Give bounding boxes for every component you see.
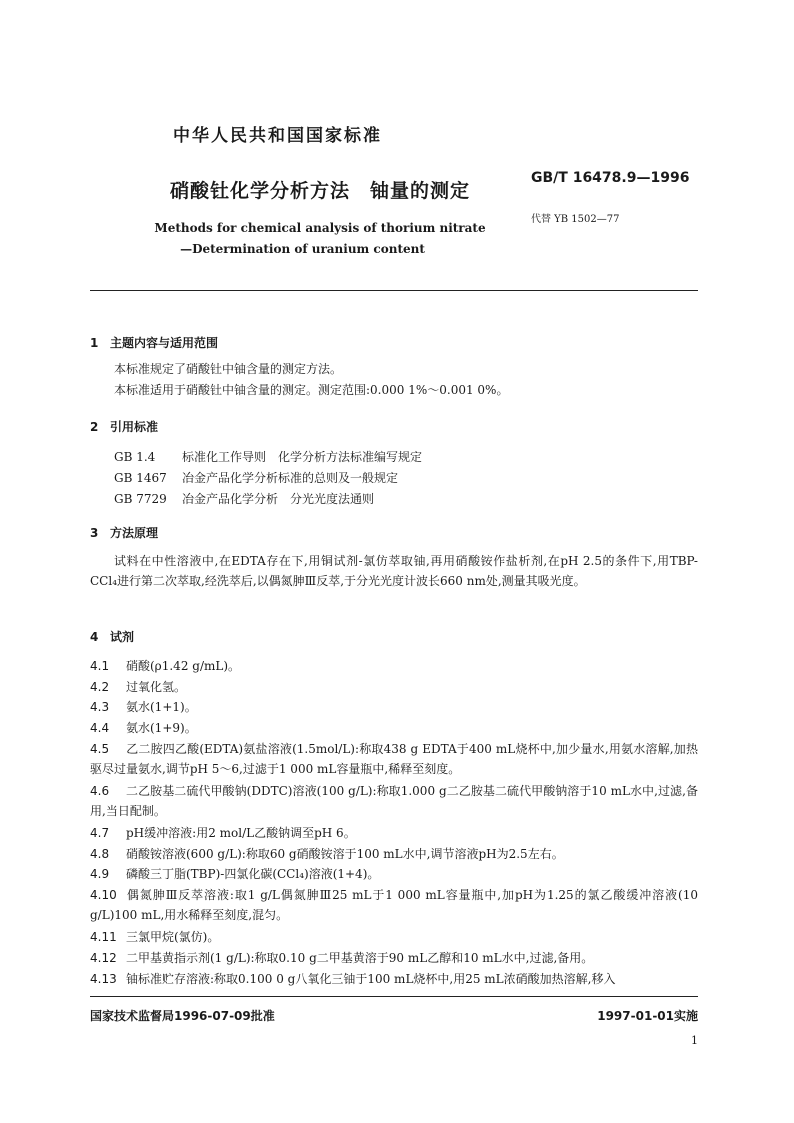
reference-code: GB 7729 [114, 492, 167, 506]
reference-title: 冶金产品化学分析标准的总则及一般规定 [182, 471, 399, 485]
reagent-text: 硝酸铵溶液(600 g/L):称取60 g硝酸铵溶于100 mL水中,调节溶液pH为2.5左右。 [126, 847, 564, 861]
section-1-heading [90, 334, 218, 351]
reagent-number: 4.1 [90, 659, 110, 673]
section-1-paragraph-1: 本标准规定了硝酸钍中铀含量的测定方法。 [114, 362, 343, 376]
reagent-number: 4.3 [90, 700, 110, 714]
section-3-paragraph: 试料在中性溶液中,在EDTA存在下,用铜试剂-氯仿萃取铀,再用硝酸铵作盐析剂,在pH 2.5的条件下,用TBP-CCl₄进行第二次萃取,经洗萃后,以偶氮胂Ⅲ反萃,于分光光度计波长660 nm处,测量其吸光度。 [90, 554, 698, 588]
reagent-number: 4.9 [90, 867, 110, 881]
reagent-text: 氨水(1+9)。 [126, 721, 197, 735]
reagent-item [90, 781, 698, 821]
reagent-number: 4.6 [90, 784, 110, 798]
header-rule [90, 290, 698, 291]
section-1-title: 主题内容与适用范围 [110, 336, 219, 350]
reference-code: GB 1467 [114, 471, 167, 485]
reagent-text: 铀标准贮存溶液:称取0.100 0 g八氧化三铀于100 mL烧杯中,用25 mL浓硝酸加热溶解,移入 [126, 972, 616, 986]
reagent-item [90, 739, 698, 779]
replaces-note: 代替 YB 1502—77 [531, 214, 620, 225]
reagent-item [90, 718, 698, 738]
reagent-number: 4.2 [90, 680, 110, 694]
reagent-item [90, 948, 698, 968]
reagent-item [90, 697, 698, 717]
reagent-number: 4.12 [90, 951, 117, 965]
reagent-item [90, 656, 698, 676]
english-title-line-2: —Determination of uranium content [180, 242, 425, 256]
reagent-item [90, 864, 698, 884]
reagent-number: 4.4 [90, 721, 110, 735]
reagent-text: 硝酸(ρ1.42 g/mL)。 [126, 659, 241, 673]
country-standard-heading: 中华人民共和国国家标准 [173, 126, 382, 146]
section-4-title: 试剂 [110, 630, 135, 644]
reference-item [114, 490, 374, 507]
reference-title: 冶金产品化学分析 分光光度法通则 [182, 492, 375, 506]
reagent-text: 偶氮胂Ⅲ反萃溶液:取1 g/L偶氮胂Ⅲ25 mL于1 000 mL容量瓶中,加pH为1.25的氯乙酸缓冲溶液(10 g/L)100 mL,用水稀释至刻度,混匀。 [90, 888, 698, 922]
section-1-paragraph-2: 本标准适用于硝酸钍中铀含量的测定。测定范围:0.000 1%～0.001 0%。 [114, 383, 509, 397]
reagent-text: 氨水(1+1)。 [126, 700, 197, 714]
reagent-text: pH缓冲溶液:用2 mol/L乙酸钠调至pH 6。 [126, 826, 356, 840]
section-2-title: 引用标准 [110, 420, 159, 434]
reagent-item [90, 823, 698, 843]
reference-item [114, 469, 398, 486]
reagent-number: 4.5 [90, 742, 110, 756]
english-title-line-1: Methods for chemical analysis of thorium nitrate [154, 221, 486, 235]
reagent-text: 过氧化氢。 [126, 680, 187, 694]
reagent-number: 4.13 [90, 972, 117, 986]
chinese-title: 硝酸钍化学分析方法 铀量的测定 [169, 180, 470, 202]
section-1-number: 1 [90, 336, 99, 350]
reagent-text: 二甲基黄指示剂(1 g/L):称取0.10 g二甲基黄溶于90 mL乙醇和10 mL水中,过滤,备用。 [126, 951, 594, 965]
reagent-number: 4.10 [90, 888, 117, 902]
reference-item [114, 448, 422, 465]
reagent-number: 4.7 [90, 826, 110, 840]
section-4-number: 4 [90, 630, 99, 644]
reagent-text: 二乙胺基二硫代甲酸钠(DDTC)溶液(100 g/L):称取1.000 g二乙胺基二硫代甲酸钠溶于10 mL水中,过滤,备用,当日配制。 [90, 784, 698, 818]
standard-number: GB/T 16478.9—1996 [531, 170, 690, 186]
reagent-text: 乙二胺四乙酸(EDTA)氨盐溶液(1.5mol/L):称取438 g EDTA于400 mL烧杯中,加少量水,用氨水溶解,加热驱尽过量氨水,调节pH 5～6,过滤于1 000 mL容量瓶中,稀释至刻度。 [90, 742, 698, 776]
section-3-number: 3 [90, 526, 99, 540]
reagent-text: 磷酸三丁脂(TBP)-四氯化碳(CCl₄)溶液(1+4)。 [126, 867, 380, 881]
section-3-heading [90, 524, 158, 541]
reagent-item [90, 844, 698, 864]
footer-rule [90, 996, 698, 997]
reference-code: GB 1.4 [114, 450, 156, 464]
section-3-title: 方法原理 [110, 526, 159, 540]
reagent-text: 三氯甲烷(氯仿)。 [126, 930, 220, 944]
reagent-number: 4.11 [90, 930, 117, 944]
section-2-heading [90, 418, 158, 435]
reference-title: 标准化工作导则 化学分析方法标准编写规定 [182, 450, 423, 464]
approval-note: 国家技术监督局1996-07-09批准 [90, 1009, 275, 1023]
reagent-item [90, 677, 698, 697]
reagent-item [90, 885, 698, 925]
section-4-heading [90, 628, 134, 645]
reagent-item [90, 969, 698, 989]
reagent-item [90, 927, 698, 947]
reagent-number: 4.8 [90, 847, 110, 861]
section-2-number: 2 [90, 420, 99, 434]
page-number: 1 [691, 1034, 698, 1047]
implementation-date: 1997-01-01实施 [597, 1009, 698, 1023]
